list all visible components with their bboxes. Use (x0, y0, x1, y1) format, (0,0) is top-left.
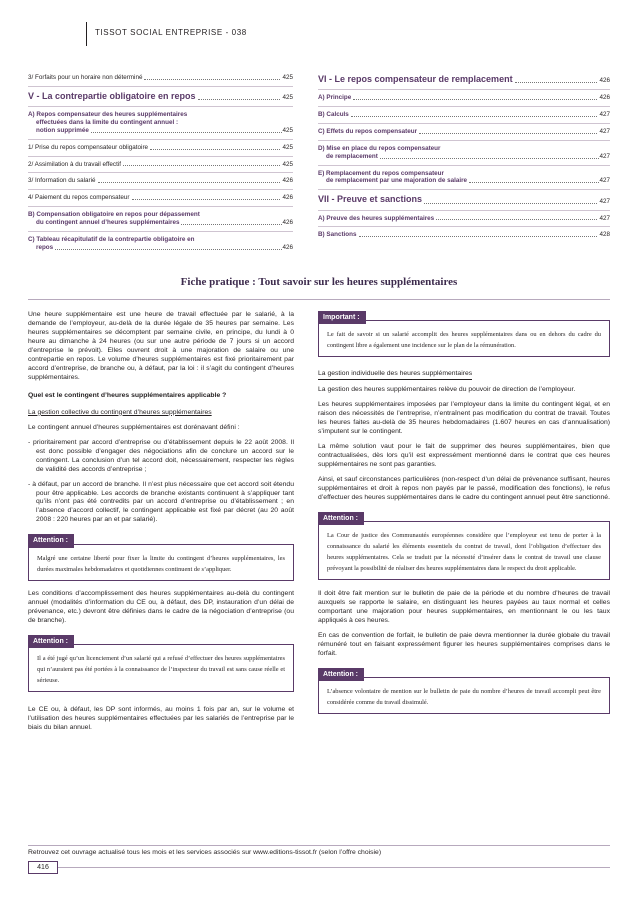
toc-leader (353, 99, 597, 100)
paragraph: Les conditions d’accomplissement des heures supplémentaires au-delà du contingent annuel (modalités d’information du CE ou, à défaut, des DP, instauration d’un délai de prévenance, etc.) devront être définies dans le cadre de la négociation d’entreprise (ou de branche). (28, 589, 294, 624)
toc-page: 427 (599, 111, 610, 119)
toc-entry-text: 1/ Prise du repos compensateur obligatoire (28, 143, 149, 151)
toc-entry[interactable] (28, 161, 293, 169)
attention-text: Il a été jugé qu’un licenciement d’un salarié qui a refusé d’effectuer des heures supplémentaires qui n’auraient pas été portées à la connaissance de l’inspecteur du travail est sans cause réelle et sérieuse. (28, 644, 294, 692)
attention-box (28, 534, 294, 580)
toc-entry-c[interactable] (28, 236, 293, 252)
toc-separator (28, 86, 293, 87)
toc-leader (380, 158, 600, 159)
section-title: Fiche pratique : Tout savoir sur les heures supplémentaires (180, 276, 458, 288)
toc-leader (198, 99, 281, 100)
footer-divider (28, 845, 610, 846)
toc-leader (150, 149, 280, 150)
toc-section-7[interactable] (318, 194, 610, 205)
toc-page: 425 (282, 94, 293, 102)
toc-entry-text: V - La contrepartie obligatoire en repos (28, 90, 196, 101)
toc-separator (318, 189, 610, 190)
attention-text: La Cour de justice des Communautés européennes considère que l’employeur est tenu de porter à la connaissance du salarié les éléments essentiels du contrat de travail, dont l’obligation d’effectuer des heures supplémentaires. Cela se traduit par la nécessité d’insérer dans le contrat de travail une clause prévoyant la possibilité de réaliser des heures supplémentaires dans le respect du droit applicable. (318, 521, 610, 580)
toc-page: 426 (282, 218, 293, 226)
toc-separator (318, 226, 610, 227)
toc-entry[interactable] (28, 177, 293, 185)
toc-entry-text: repos (36, 243, 54, 251)
toc-entry-text: A) Principe (318, 94, 352, 102)
toc-entry-text: 3/ Forfaits pour un horaire non déterminé (28, 74, 143, 81)
toc-entry[interactable] (28, 144, 293, 152)
toc-page: 428 (599, 231, 610, 239)
toc-leader (55, 249, 282, 250)
toc-entry-text: C) Tableau récapitulatif de la contrepartie obligatoire en (28, 235, 195, 243)
toc-separator (318, 89, 610, 90)
important-text: Le fait de savoir si un salarié accomplit des heures supplémentaires dans ou en dehors du cadre du contingent libre a également une incidence sur le plan de la rémunération. (318, 320, 610, 357)
toc-separator (28, 206, 293, 207)
toc-entry-text: C) Effets du repos compensateur (318, 127, 418, 135)
toc-entry-text: de remplacement par une majoration de salaire (326, 177, 468, 185)
toc-entry[interactable] (318, 111, 610, 119)
toc-page: 426 (599, 77, 610, 85)
paragraph: Le CE ou, à défaut, les DP sont informés, au moins 1 fois par an, sur le volume et l’utilisation des heures supplémentaires effectuées par les salariés de l’entreprise par le biais du bilan annuel. (28, 705, 294, 731)
toc-page: 427 (599, 127, 610, 135)
paragraph: La même solution vaut pour le fait de supprimer des heures supplémentaires, bien que contractualisées, dès lors qu’il est expressément mentionné dans le contrat que ces heures supplémentaires ne sont pas garanties. (318, 443, 610, 469)
toc-separator (28, 172, 293, 173)
attention-tag: Attention : (28, 635, 74, 648)
toc-page: 426 (599, 94, 610, 102)
toc-separator (318, 106, 610, 107)
toc-entry[interactable] (318, 215, 610, 223)
subheading: La gestion individuelle des heures supplémentaires (318, 370, 472, 380)
paragraph: Le contingent annuel d’heures supplémentaires est dorénavant défini : (28, 423, 240, 431)
toc-page: 426 (282, 177, 293, 185)
toc-entry-a[interactable] (28, 111, 293, 135)
toc-entry-text: 2/ Assimilation à du travail effectif (28, 160, 121, 168)
toc-leader (424, 203, 597, 204)
attention-tag: Attention : (318, 512, 364, 525)
toc-section-5[interactable] (28, 91, 293, 102)
toc-entry[interactable] (318, 128, 610, 136)
toc-page: 427 (599, 214, 610, 222)
page-number-rule (58, 867, 610, 868)
attention-text: L’absence volontaire de mention sur le bulletin de paie du nombre d’heures de travail accompli peut être considérée comme du travail dissimulé. (318, 677, 610, 714)
toc-separator (318, 140, 610, 141)
section-divider (28, 299, 610, 300)
toc-entry-text: B) Sanctions (318, 231, 357, 239)
toc-entry-b[interactable] (28, 211, 293, 227)
toc-entry-text: du contingent annuel d’heures supplémentaires (36, 218, 180, 226)
toc-separator (28, 231, 293, 232)
toc-entry[interactable] (318, 94, 610, 102)
attention-box (28, 635, 294, 692)
toc-leader (469, 182, 599, 183)
paragraph: En cas de convention de forfait, le bulletin de paie devra mentionner la durée globale du travail rémunéré tout en faisant expressément figurer les heures supplémentaires comprises dans le forfait. (318, 632, 610, 657)
toc-separator (318, 123, 610, 124)
toc-leader (98, 182, 281, 183)
important-tag: Important : (318, 311, 366, 324)
bullet-item: - à défaut, par un accord de branche. Il n’est plus nécessaire que cet accord soit étendu pour être applicable. Les accords de branche existants continuent à s’appliquer tant qu’ils n’ont pas été contredits par un accord d’entreprise ou d’établissement ; en l’absence d’accord collectif, le contingent applicable est fixé par décret (au 20 août 2008 : 220 heures par an et par salarié). (28, 480, 294, 524)
toc-entry-text: VI - Le repos compensateur de remplacement (318, 74, 513, 84)
toc-page: 426 (282, 194, 293, 202)
toc-entry-text: A) Repos compensateur des heures supplémentaires (28, 111, 188, 119)
toc-separator (28, 156, 293, 157)
toc-entry-text: B) Calculs (318, 111, 349, 119)
toc-page: 427 (599, 197, 610, 205)
toc-page: 425 (282, 74, 293, 81)
attention-tag: Attention : (28, 534, 74, 547)
toc-entry[interactable] (318, 231, 610, 239)
paragraph: Ainsi, et sauf circonstances particulières (non-respect d’un délai de prévenance suffisant, heures supplémentaires et droit à repos non payés par le passé, modification des fonctions), le refus d’effectuer des heures supplémentaires dans le cadre du contingent annuel peut être sanctionné. (318, 475, 610, 501)
table-of-contents-left (28, 74, 293, 252)
toc-leader (123, 165, 281, 166)
attention-tag: Attention : (318, 668, 364, 681)
paragraph: Une heure supplémentaire est une heure de travail effectuée par le salarié, à la demande de l’employeur, au-delà de la durée légale de 35 heures par semaine. Les heures supplémentaires se décomptent par semaine civile, en principe, du lundi à 0 heure au dimanche à 24 heures (ou sur une autre période de 7 jours si un accord d’entreprise le prévoit). Elles ouvrent droit à une majoration de salaire ou une contrepartie en repos. Le volume d’heures supplémentaires est fixé prioritairement par accord d’entreprise, de branche ou, à défaut, par la loi : il s’agit du contingent d’heures supplémentaires. (28, 311, 294, 381)
attention-text: Malgré une certaine liberté pour fixer la limite du contingent d’heures supplémentaires, les durées maximales hebdomadaires et quotidiennes continuent de s’appliquer. (28, 544, 294, 581)
toc-page: 425 (282, 126, 293, 134)
toc-entry-text: effectuées dans la limite du contingent annuel : (36, 118, 179, 126)
paragraph: Les heures supplémentaires imposées par l’employeur dans la limite du contingent légal, et en raison des nécessités de l’entreprise, n’entraînent pas modification du contrat de travail. Toutes les heures faites au-delà de 35 heures hebdomadaires (1.607 heures en cas d’annualisation) s’imputent sur le contingent. (318, 401, 610, 436)
paragraph: La gestion des heures supplémentaires relève du pouvoir de direction de l’employeur. (318, 386, 576, 394)
paragraph: Il doit être fait mention sur le bulletin de paie de la période et du nombre d’heures de travail auxquels se rapporte le salaire, en distinguant les heures payées au taux normal et celles comportant une majoration pour heures supplémentaires, en mentionnant le ou les taux appliqués à ces heures. (318, 590, 610, 625)
page-number: 416 (28, 861, 58, 874)
toc-leader (144, 79, 280, 80)
important-box (318, 311, 610, 357)
question-heading: Quel est le contingent d’heures supplémentaires applicable ? (28, 391, 227, 399)
toc-entry-d[interactable] (318, 145, 610, 161)
toc-separator (28, 139, 293, 140)
toc-entry-e[interactable] (318, 170, 610, 186)
right-column (318, 311, 610, 723)
toc-entry[interactable] (28, 74, 293, 82)
footer-text: Retrouvez cet ouvrage actualisé tous les mois et les services associés sur www.editions-tissot.fr (selon l’offre choisie) (28, 849, 382, 856)
toc-leader (436, 219, 597, 220)
toc-separator (28, 189, 293, 190)
bullet-item: - prioritairement par accord d’entreprise ou d’établissement depuis le 22 août 2008. Il est donc possible d’engager des négociations afin de conclure un accord sur le contingent. La conclusion d’un tel accord doit, nécessairement, respecter les règles de validité des accords d’entreprise ; (28, 438, 294, 473)
toc-entry-text: B) Compensation obligatoire en repos pour dépassement (28, 211, 200, 219)
toc-entry-text: notion supprimée (36, 126, 89, 134)
toc-section-6[interactable] (318, 74, 610, 85)
toc-leader (132, 199, 281, 200)
toc-entry-text: 4/ Paiement du repos compensateur (28, 194, 130, 202)
toc-separator (28, 106, 293, 107)
toc-page: 425 (282, 160, 293, 168)
toc-page: 427 (599, 177, 610, 185)
toc-entry-text: E) Remplacement du repos compensateur (318, 169, 444, 177)
toc-leader (419, 133, 597, 134)
toc-separator (318, 165, 610, 166)
header-divider (86, 22, 87, 46)
toc-entry-text: A) Preuve des heures supplémentaires (318, 214, 435, 222)
table-of-contents-right (318, 74, 610, 239)
toc-entry[interactable] (28, 194, 293, 202)
left-column (28, 311, 294, 739)
toc-leader (359, 236, 598, 237)
toc-entry-text: de remplacement (326, 152, 378, 160)
running-header-title: TISSOT SOCIAL ENTREPRISE - 038 (95, 28, 247, 37)
toc-entry-text: 3/ Information du salarié (28, 177, 96, 185)
toc-leader (91, 132, 283, 133)
toc-leader (181, 224, 282, 225)
toc-page: 425 (282, 143, 293, 151)
toc-leader (351, 116, 598, 117)
toc-leader (515, 82, 598, 83)
toc-entry-text: D) Mise en place du repos compensateur (318, 144, 441, 152)
toc-entry-text: VII - Preuve et sanctions (318, 194, 423, 205)
toc-page: 427 (599, 152, 610, 160)
toc-page: 426 (282, 243, 293, 251)
attention-box (318, 512, 610, 580)
toc-separator (318, 210, 610, 211)
attention-box (318, 668, 610, 714)
subheading: La gestion collective du contingent d’heures supplémentaires (28, 408, 212, 416)
